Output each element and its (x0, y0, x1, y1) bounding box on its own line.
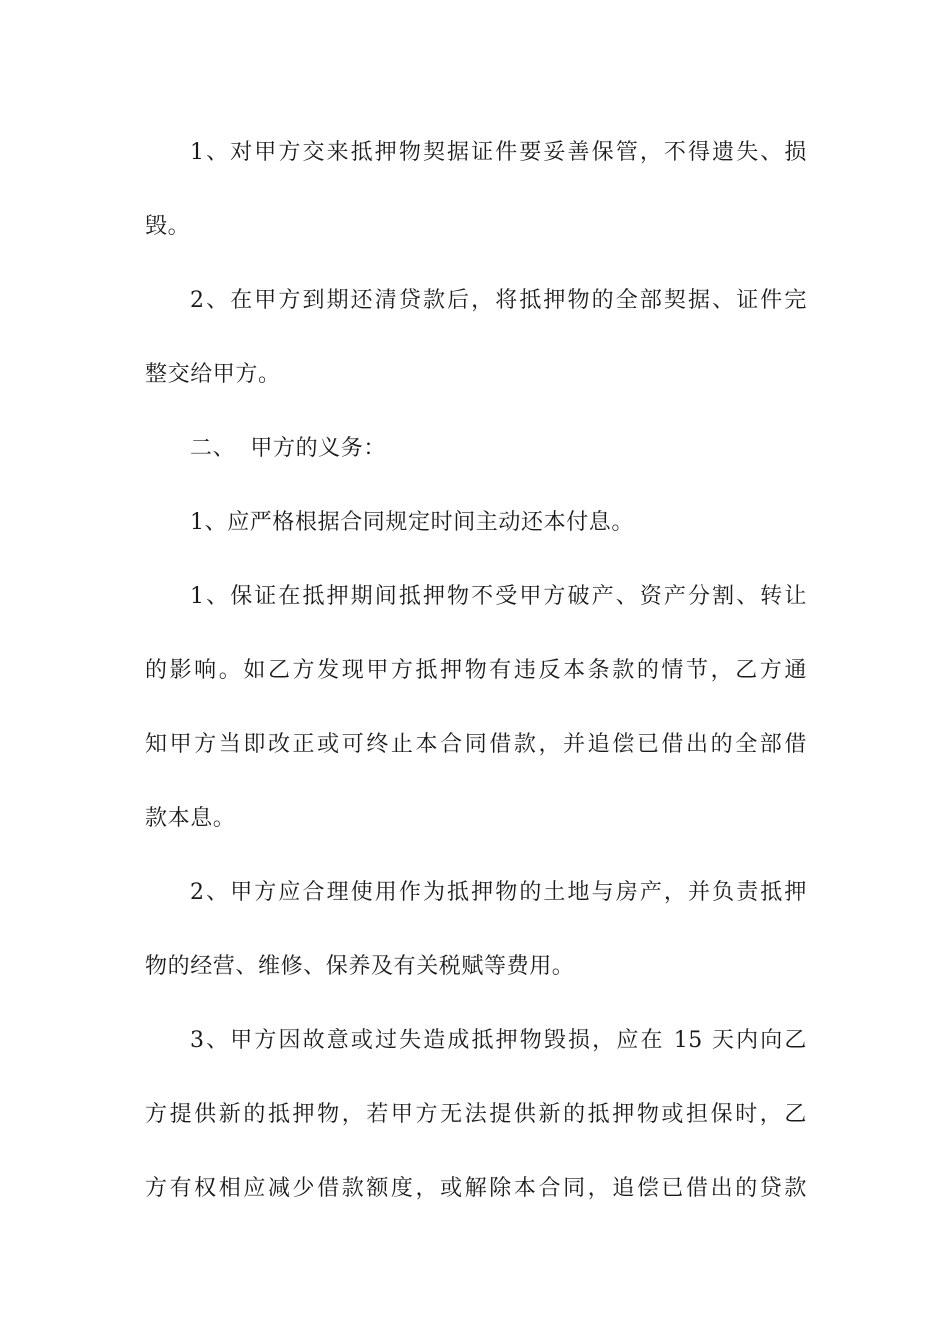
paragraph-line: 1、对甲方交来抵押物契据证件要妥善保管，不得遗失、损 (190, 140, 807, 165)
paragraph-line: 整交给甲方。 (145, 362, 281, 387)
paragraph-line: 2、甲方应合理使用作为抵押物的土地与房产，并负责抵押 (190, 880, 807, 905)
paragraph-line: 毁。 (145, 214, 191, 239)
paragraph-line: 2、在甲方到期还清贷款后，将抵押物的全部契据、证件完 (190, 288, 807, 313)
paragraph-line: 方有权相应减少借款额度，或解除本合同，追偿已借出的贷款 (145, 1176, 807, 1201)
paragraph-line: 1、应严格根据合同规定时间主动还本付息。 (190, 510, 634, 535)
paragraph-line: 1、保证在抵押期间抵押物不受甲方破产、资产分割、转让 (190, 584, 807, 609)
paragraph-line: 的影响。如乙方发现甲方抵押物有违反本条款的情节，乙方通 (145, 658, 807, 683)
paragraph-line: 物的经营、维修、保养及有关税赋等费用。 (145, 954, 575, 979)
paragraph-line: 3、甲方因故意或过失造成抵押物毁损，应在 15 天内向乙 (190, 1028, 807, 1053)
paragraph-line: 知甲方当即改正或可终止本合同借款，并追偿已借出的全部借 (145, 732, 807, 757)
paragraph-line: 方提供新的抵押物，若甲方无法提供新的抵押物或担保时，乙 (145, 1102, 807, 1127)
paragraph-line: 款本息。 (145, 806, 236, 831)
section-heading: 二、 甲方的义务： (190, 436, 386, 461)
